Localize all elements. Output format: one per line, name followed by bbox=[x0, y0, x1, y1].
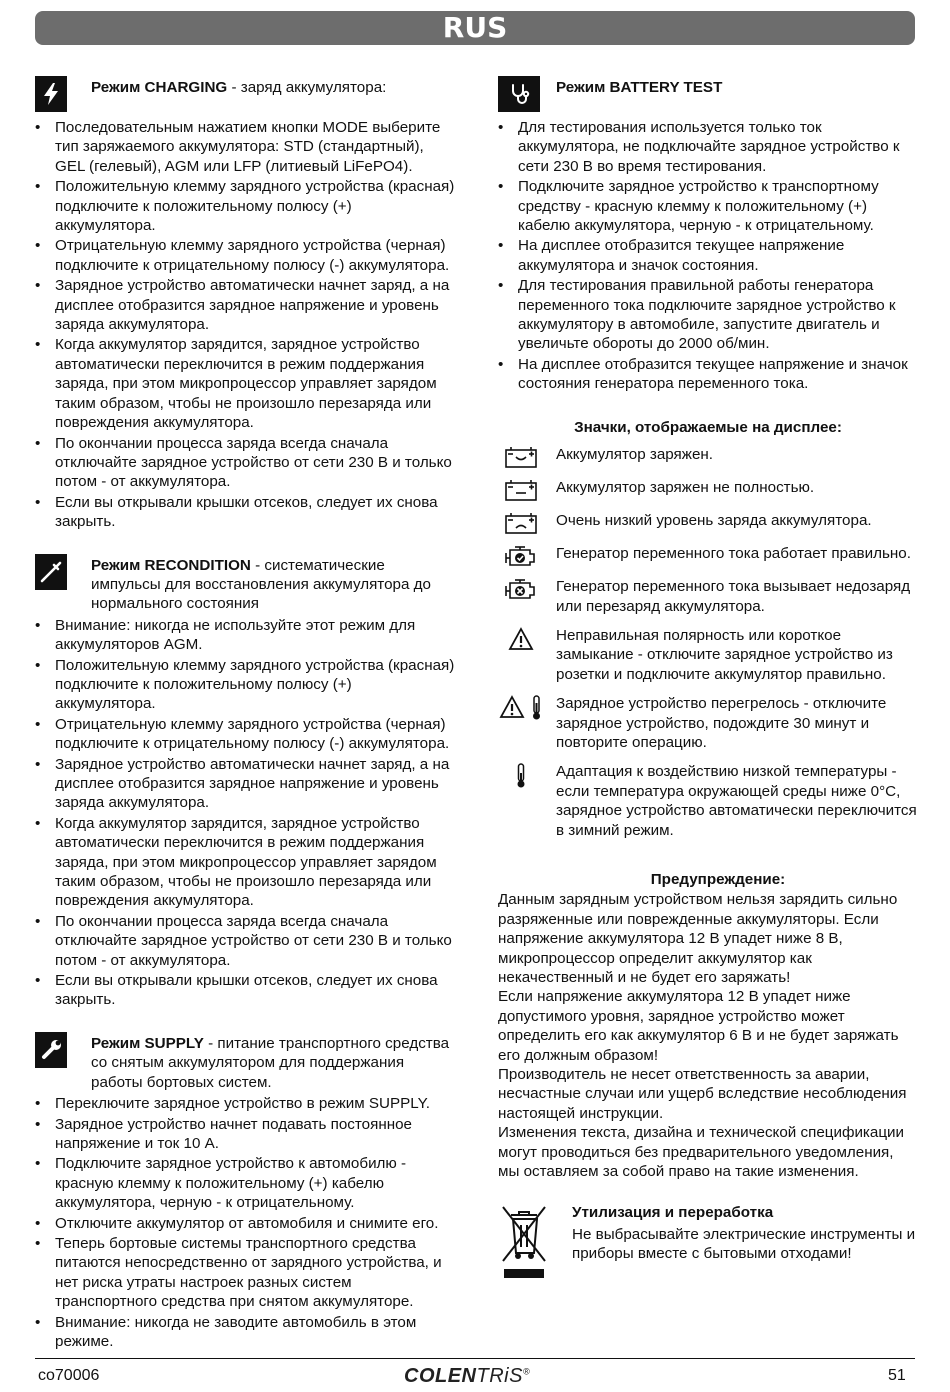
list-item: • Когда аккумулятор зарядится, зарядное устройство автоматически переключится в режим поддержания заряда, при этом микропроцессор управляет зарядом таким образом, чтобы не произошло перезаряда или повреждения аккумулятора. bbox=[35, 814, 455, 911]
list-item: • Если вы открывали крышки отсеков, следует их снова закрыть. bbox=[35, 971, 455, 1010]
list-item bbox=[498, 445, 918, 468]
brand-logo-part-a: COLEN bbox=[404, 1365, 477, 1387]
recondition-title bbox=[91, 554, 455, 614]
list-item: • Внимание: никогда не используйте этот режим для аккумуляторов AGM. bbox=[35, 616, 455, 655]
icon-description: Генератор переменного тока вызывает недозаряд или перезаряд аккумулятора. bbox=[556, 578, 911, 615]
battery-partial-icon bbox=[498, 478, 544, 501]
left-column bbox=[35, 76, 455, 1352]
list-item bbox=[498, 762, 918, 840]
product-code: co70006 bbox=[38, 1367, 100, 1384]
list-item: • Последовательным нажатием кнопки MODE выберите тип заряжаемого аккумулятора: STD (стандартный), GEL (гелевый), AGM или LFP (литиевый LiFePO4). bbox=[35, 118, 455, 176]
display-icons-list bbox=[498, 445, 918, 840]
list-item: • Зарядное устройство автоматически начнет заряд, а на дисплее отобразится зарядное напряжение и уровень заряда аккумулятора. bbox=[35, 755, 455, 813]
list-item: • Зарядное устройство автоматически начнет заряд, а на дисплее отобразится зарядное напряжение и уровень заряда аккумулятора. bbox=[35, 276, 455, 334]
list-item: • Для тестирования правильной работы генератора переменного тока подключите зарядное устройство к аккумулятору в автомобиле, запустите двигатель и увеличьте обороты до 2000 об/мин. bbox=[498, 276, 918, 354]
list-item: • Переключите зарядное устройство в режим SUPPLY. bbox=[35, 1094, 455, 1113]
charging-title-bold: Режим CHARGING bbox=[91, 79, 228, 96]
list-item: • По окончании процесса заряда всегда сначала отключайте зарядное устройство от сети 230 В и только потом - от аккумулятора. bbox=[35, 912, 455, 970]
icon-description: Неправильная полярность или короткое замыкание - отключите зарядное устройство из розетки и подключите аккумулятор правильно. bbox=[556, 626, 893, 683]
list-item: • Отключите аккумулятор от автомобиля и снимите его. bbox=[35, 1214, 455, 1233]
display-icons-heading: Значки, отображаемые на дисплее: bbox=[574, 418, 842, 436]
brand-logo bbox=[404, 1365, 530, 1388]
list-item bbox=[498, 544, 918, 567]
alternator-fault-icon bbox=[498, 577, 544, 600]
list-item: • Подключите зарядное устройство к транспортному средству - красную клемму к положительному (+) кабелю аккумулятора, черную - к отрицательному. bbox=[498, 177, 918, 235]
right-column bbox=[498, 76, 918, 1287]
overheat-icon bbox=[498, 694, 544, 721]
lightning-icon bbox=[35, 76, 67, 112]
icon-description: Зарядное устройство перегрелось - отключите зарядное устройство, подождите 30 минут и повторите операцию. bbox=[556, 695, 887, 751]
list-item: • Когда аккумулятор зарядится, зарядное устройство автоматически переключится в режим поддержания заряда, при этом микропроцессор управляет зарядом таким образом, чтобы не произошло перезаряда или повреждения аккумулятора. bbox=[35, 335, 455, 432]
recycling-title: Утилизация и переработка bbox=[572, 1204, 774, 1222]
list-item: • Теперь бортовые системы транспортного средства питаются непосредственно от зарядного устройства, и нет риска утраты настроек разных систем транспортного средства при снятом аккумуляторе. bbox=[35, 1234, 455, 1312]
paragraph: Производитель не несет ответственность за аварии, несчастные случаи или ущерб вследствие несоблюдения настоящей инструкции. bbox=[498, 1066, 907, 1122]
battery-test-section bbox=[498, 76, 918, 112]
recondition-title-bold: Режим RECONDITION bbox=[91, 556, 251, 574]
icon-description: Аккумулятор заряжен не полностью. bbox=[556, 479, 815, 497]
supply-title-bold: Режим SUPPLY bbox=[91, 1034, 204, 1052]
wrench-icon bbox=[35, 1032, 67, 1068]
brand-logo-part-b: TRiS bbox=[476, 1365, 523, 1387]
list-item: • Положительную клемму зарядного устройства (красная) подключите к положительному полюсу (+) аккумулятора. bbox=[35, 177, 455, 235]
list-item: • Отрицательную клемму зарядного устройства (черная) подключите к отрицательному полюсу (-) аккумулятора. bbox=[35, 236, 455, 275]
list-item bbox=[498, 478, 918, 501]
stethoscope-icon bbox=[498, 76, 540, 112]
list-item: • Для тестирования используется только ток аккумулятора, не подключайте зарядное устройство к сети 230 В во время тестирования. bbox=[498, 118, 918, 176]
recycling-text bbox=[572, 1203, 918, 1263]
list-item: • На дисплее отобразится текущее напряжение и значок состояния генератора переменного тока. bbox=[498, 355, 918, 394]
paragraph: Изменения текста, дизайна и технической спецификации могут проводиться без предварительного уведомления, мы оставляем за собой право на такие изменения. bbox=[498, 1124, 905, 1181]
list-item: • Если вы открывали крышки отсеков, следует их снова закрыть. bbox=[35, 493, 455, 532]
battery-full-icon bbox=[498, 445, 544, 468]
list-item: • Положительную клемму зарядного устройства (красная) подключите к положительному полюсу (+) аккумулятора. bbox=[35, 656, 455, 714]
paragraph: Данным зарядным устройством нельзя зарядить сильно разряженные или поврежденные аккумуляторы. Если напряжение аккумулятора 12 В упадет ниже 8 В, микропроцессор определит аккумулятор как некачественный и не будет его заряжать! bbox=[498, 891, 898, 986]
recycling-section bbox=[498, 1203, 918, 1286]
list-item bbox=[498, 694, 918, 752]
warning-icon bbox=[498, 626, 544, 651]
supply-title-rest: - питание транспортного средства со снятым аккумулятором для поддержания работы бортовых систем. bbox=[91, 1034, 450, 1091]
icon-description: Очень низкий уровень заряда аккумулятора. bbox=[556, 512, 872, 530]
recondition-section bbox=[35, 554, 455, 614]
warning-text bbox=[498, 890, 918, 1181]
battery-test-title: Режим BATTERY TEST bbox=[556, 79, 723, 96]
list-item: • Подключите зарядное устройство к автомобилю - красную клемму к положительному (+) кабелю аккумулятора, черную - к отрицательному. bbox=[35, 1154, 455, 1212]
language-header: RUS bbox=[35, 11, 915, 45]
syringe-icon bbox=[35, 554, 67, 590]
list-item bbox=[498, 511, 918, 534]
list-item: • По окончании процесса заряда всегда сначала отключайте зарядное устройство от сети 230 В и только потом - от аккумулятора. bbox=[35, 434, 455, 492]
recondition-list bbox=[35, 616, 455, 1010]
supply-list bbox=[35, 1094, 455, 1351]
registered-mark: ® bbox=[522, 1366, 531, 1377]
thermometer-icon bbox=[498, 762, 544, 789]
supply-section bbox=[35, 1032, 455, 1092]
warning-heading: Предупреждение: bbox=[650, 870, 786, 888]
recycling-description: Не выбрасывайте электрические инструменты и приборы вместе с бытовыми отходами! bbox=[572, 1225, 916, 1263]
recondition-title-rest: - систематические импульсы для восстановления аккумулятора до нормального состояния bbox=[91, 556, 431, 613]
charging-title-rest: - заряд аккумулятора: bbox=[227, 79, 387, 96]
alternator-ok-icon bbox=[498, 544, 544, 567]
paragraph: Если напряжение аккумулятора 12 В упадет ниже допустимого уровня, зарядное устройство может определить его как аккумулятор 6 В и не будет заряжать его должным образом! bbox=[498, 988, 899, 1064]
battery-test-list bbox=[498, 118, 918, 394]
supply-title bbox=[91, 1032, 455, 1092]
icon-description: Аккумулятор заряжен. bbox=[556, 446, 713, 464]
list-item: • На дисплее отобразится текущее напряжение аккумулятора и значок состояния. bbox=[498, 236, 918, 275]
list-item bbox=[498, 577, 918, 616]
battery-low-icon bbox=[498, 511, 544, 534]
charging-list bbox=[35, 118, 455, 532]
list-item bbox=[498, 626, 918, 684]
charging-title bbox=[91, 76, 455, 97]
crossed-bin-icon bbox=[498, 1203, 556, 1286]
list-item: • Зарядное устройство начнет подавать постоянное напряжение и ток 10 А. bbox=[35, 1115, 455, 1154]
page-number: 51 bbox=[888, 1367, 906, 1384]
icon-description: Адаптация к воздействию низкой температуры - если температура окружающей среды ниже 0°C, зарядное устройство автоматически переключится в зимний режим. bbox=[556, 763, 917, 839]
icon-description: Генератор переменного тока работает правильно. bbox=[556, 545, 911, 563]
list-item: • Внимание: никогда не заводите автомобиль в этом режиме. bbox=[35, 1313, 455, 1352]
footer-divider bbox=[35, 1358, 915, 1359]
charging-section bbox=[35, 76, 455, 112]
list-item: • Отрицательную клемму зарядного устройства (черная) подключите к отрицательному полюсу (-) аккумулятора. bbox=[35, 715, 455, 754]
